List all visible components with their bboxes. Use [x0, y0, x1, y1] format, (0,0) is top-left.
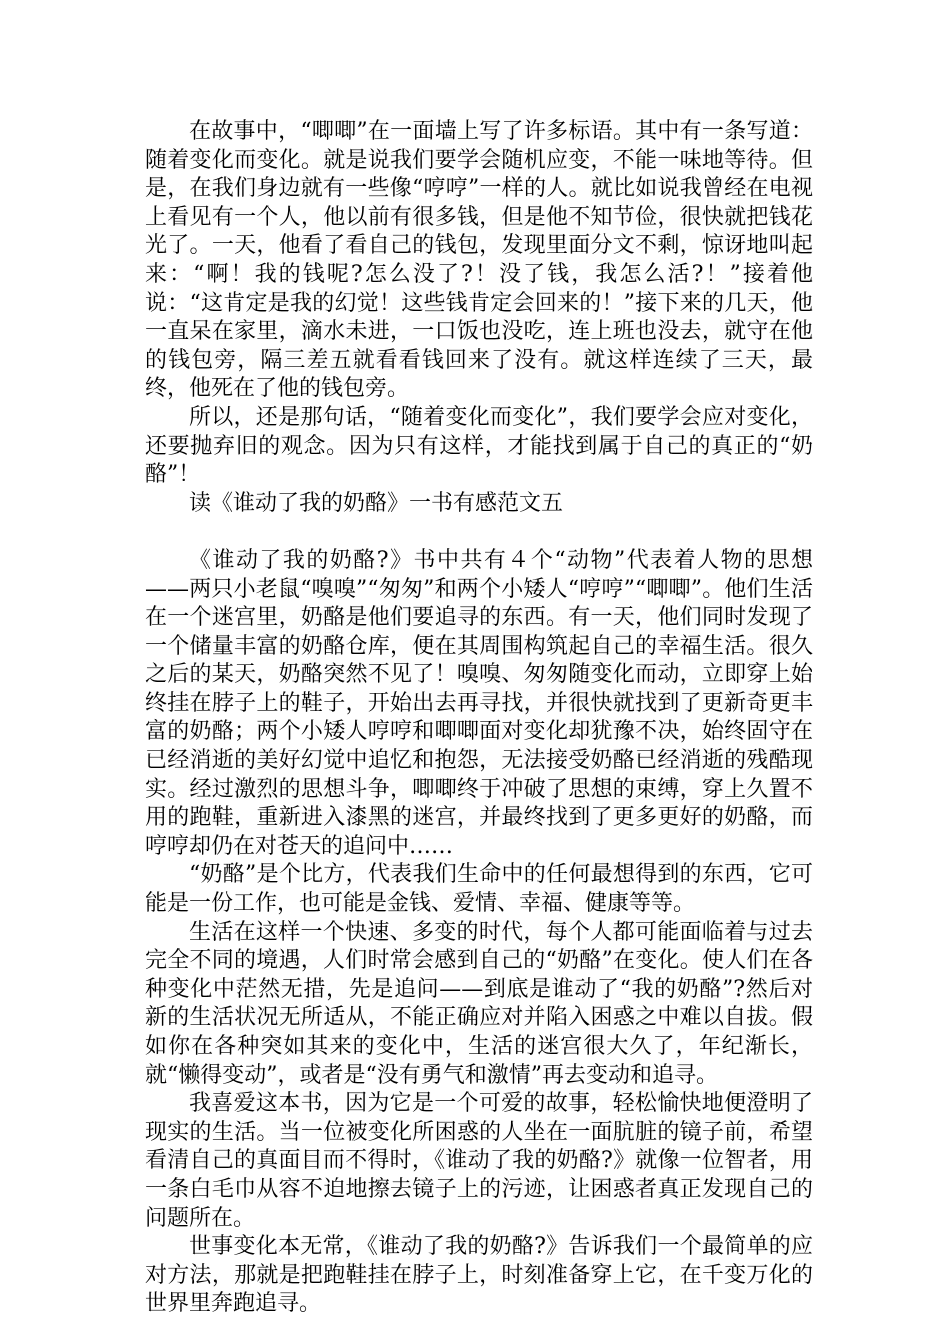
- section-heading: 读《谁动了我的奶酪》一书有感范文五: [189, 490, 564, 516]
- paragraph-changing-times: 生活在这样一个快速、多变的时代，每个人都可能面临着与过去完全不同的境遇，人们时常会感到自己的“奶酪”在变化。使人们在各种变化中茫然无措，先是追问——到底是谁动了“我的奶酪”?然后对新的生活状况无所适从，不能正确应对并陷入困惑之中难以自拔。假如你在各种突如其来的变化中，生活的迷宫很大久了，年纪渐长，就“懒得变动”，或者是“没有勇气和激情”再去变动和追寻。: [145, 919, 813, 1088]
- document-page: [145, 118, 813, 1319]
- paragraph-cheese-metaphor: “奶酪”是个比方，代表我们生命中的任何最想得到的东西，它可能是一份工作，也可能是金钱、爱情、幸福、健康等等。: [145, 862, 813, 917]
- blank-line: [145, 518, 813, 547]
- paragraph-book-summary: 《谁动了我的奶酪?》书中共有４个“动物”代表着人物的思想——两只小老鼠“嗅嗅”“匆匆”和两个小矮人“哼哼”“唧唧”。他们生活在一个迷宫里，奶酪是他们要追寻的东西。有一天，他们同时发现了一个储量丰富的奶酪仓库，便在其周围构筑起自己的幸福生活。很久之后的某天，奶酪突然不见了！嗅嗅、匆匆随变化而动，立即穿上始终挂在脖子上的鞋子，开始出去再寻找，并很快就找到了更新奇更丰富的奶酪；两个小矮人哼哼和唧唧面对变化却犹豫不决，始终固守在已经消逝的美好幻觉中追忆和抱怨，无法接受奶酪已经消逝的残酷现实。经过激烈的思想斗争，唧唧终于冲破了思想的束缚，穿上久置不用的跑鞋，重新进入漆黑的迷宫，并最终找到了更多更好的奶酪，而哼哼却仍在对苍天的追问中……: [145, 547, 813, 859]
- paragraph-wall-slogans: 在故事中，“唧唧”在一面墙上写了许多标语。其中有一条写道：随着变化而变化。就是说我们要学会随机应变，不能一味地等待。但是，在我们身边就有一些像“哼哼”一样的人。就比如说我曾经在电视上看见有一个人，他以前有很多钱，但是他不知节俭，很快就把钱花光了。一天，他看了看自己的钱包，发现里面分文不剩，惊讶地叫起来：“啊！我的钱呢?怎么没了?！没了钱，我怎么活?！”接着他说：“这肯定是我的幻觉！这些钱肯定会回来的！”接下来的几天，他一直呆在家里，滴水未进，一口饭也没吃，连上班也没去，就守在他的钱包旁，隔三差五就看看钱回来了没有。就这样连续了三天，最终，他死在了他的钱包旁。: [145, 119, 813, 402]
- paragraph-love-the-book: 我喜爱这本书，因为它是一个可爱的故事，轻松愉快地便澄明了现实的生活。当一位被变化所困惑的人坐在一面肮脏的镜子前，希望看清自己的真面目而不得时，《谁动了我的奶酪?》就像一位智者，用一条白毛巾从容不迫地擦去镜子上的污迹，让困惑者真正发现自己的问题所在。: [145, 1091, 813, 1231]
- paragraph-final: 世事变化本无常，《谁动了我的奶酪?》告诉我们一个最简单的应对方法，那就是把跑鞋挂在脖子上，时刻准备穿上它，在千变万化的世界里奔跑追寻。: [145, 1234, 813, 1317]
- paragraph-conclusion: 所以，还是那句话，“随着变化而变化”，我们要学会应对变化，还要抛弃旧的观念。因为只有这样，才能找到属于自己的真正的“奶酪”！: [145, 404, 813, 488]
